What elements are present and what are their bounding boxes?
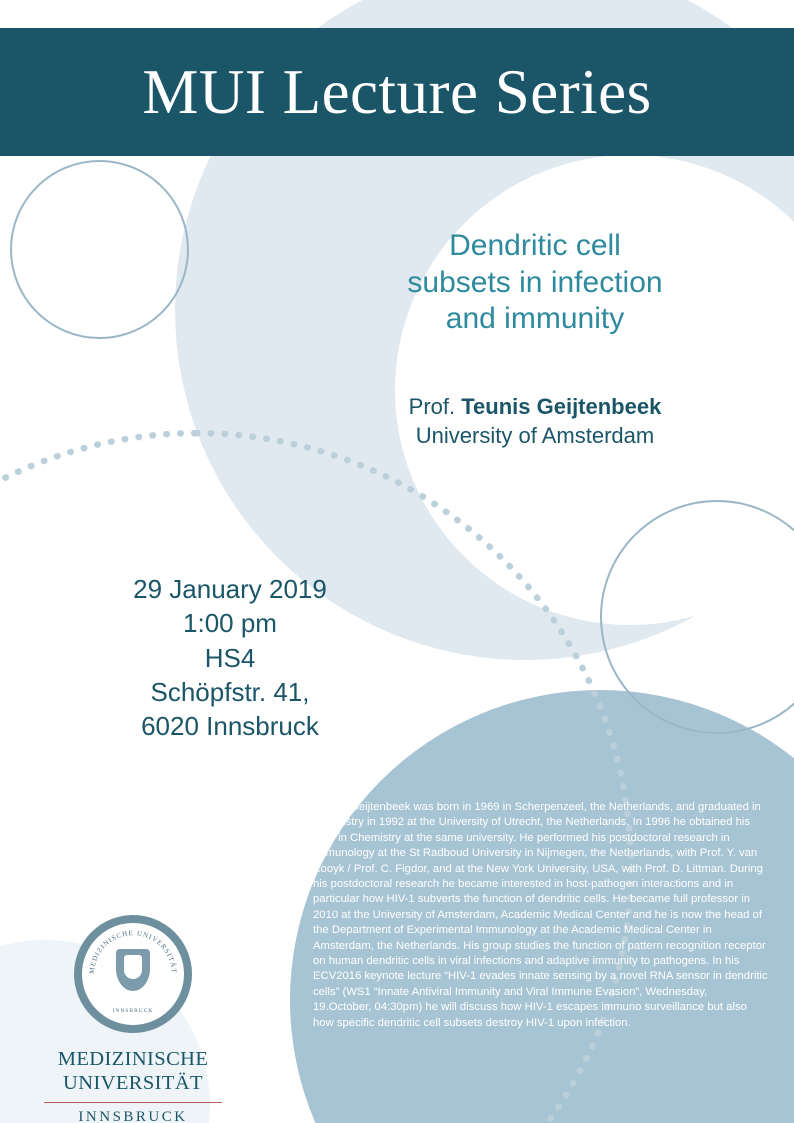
lecture-title-line-3: and immunity <box>445 302 625 336</box>
decorative-circle-outline-left <box>10 160 189 339</box>
university-crest-icon <box>74 915 192 1033</box>
crest-ring-label: MEDIZINISCHE UNIVERSITÄT <box>88 930 177 975</box>
logo-divider <box>44 1102 222 1103</box>
lecture-title <box>300 228 770 338</box>
logo-line-2: UNIVERSITÄT <box>63 1072 203 1095</box>
event-time: 1:00 pm <box>183 608 277 639</box>
logo-line-1: MEDIZINISCHE <box>57 1048 209 1070</box>
speaker-name-line <box>300 394 770 420</box>
event-details <box>10 572 450 744</box>
crest-shield-icon <box>116 949 150 991</box>
speaker-affiliation: University of Amsterdam <box>415 423 655 448</box>
lecture-title-line-2: subsets in infection <box>407 265 663 299</box>
speaker-name: Teunis Geijtenbeek <box>461 394 662 419</box>
event-room: HS4 <box>204 642 256 673</box>
bio-text: eunis Geijtenbeek was born in 1969 in Scherpenzeel, the Netherlands, and graduated in Chemistry in 1992 at the University of Utrecht, the Netherlands. In 1996 he obtained his PhD in Chemistry at the same university. He performed his postdoctoral research in Immunology at the St Radboud University in Nijmegen, the Netherlands, with Prof. Y. van Kooyk / Prof. C. Figdor, and at the New York University, USA, with Prof. D. Littman. During his postdoctoral research he became interested in host-pathogen interactions and in particular how HIV-1 subverts the function of dendritic cells. He became full professor in 2010 at the University of Amsterdam, Academic Medical Center and he is now the head of the Department of Experimental Immunology at the Academic Medical Center in Amsterdam, the Netherlands. His group studies the function of pattern recognition receptor on human dendritic cells in viral infections and adaptive immunity to pathogens. In his ECV2016 keynote lecture “HIV-1 evades innate sensing by a novel RNA sensor in dendritic cells” (WS1 “Innate Antiviral Immunity and Viral Immune Evasion”, Wednesday, 19.October, 04:30pm) he will discuss how HIV-1 escapes immuno surveillance but also how specific dendritic cell subsets destroy HIV-1 upon infection. <box>313 801 768 1029</box>
bio-drop-cap: T <box>313 801 320 813</box>
logo-wordmark <box>8 1047 258 1095</box>
crest-banner-label: INNSBRUCK <box>112 1008 154 1014</box>
lecture-title-line-1: Dendritic cell <box>449 229 621 262</box>
logo-line-3: INNSBRUCK <box>78 1109 188 1123</box>
speaker-prefix: Prof. <box>408 394 462 419</box>
speaker-block <box>300 394 770 449</box>
event-street: Schöpfstr. 41, <box>150 676 310 707</box>
header-band <box>0 28 794 156</box>
event-city: 6020 Innsbruck <box>141 711 319 742</box>
page-title: MUI Lecture Series <box>142 56 652 127</box>
university-logo <box>8 915 258 1123</box>
event-date: 29 January 2019 <box>133 574 327 604</box>
speaker-biography <box>313 800 768 1031</box>
